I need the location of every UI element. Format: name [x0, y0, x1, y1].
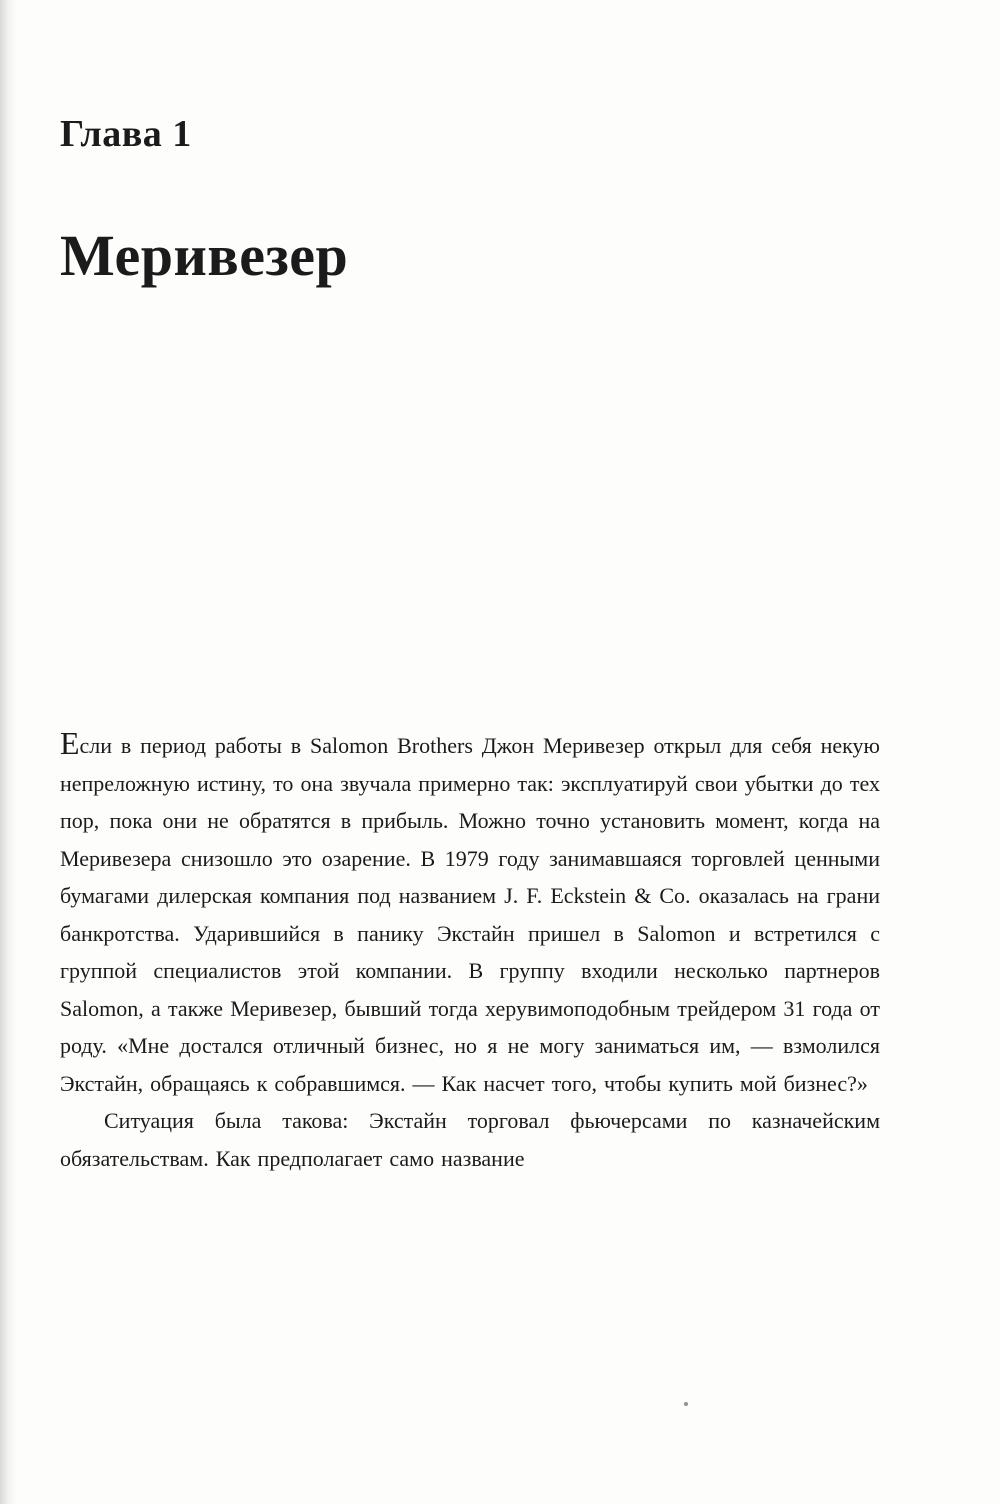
paragraph-text: Ситуация была такова: Экстайн торговал фьючерсами по казначейским обязательствам. Как предполагает само название: [60, 1108, 880, 1171]
initial-letter: Е: [60, 725, 80, 761]
body-text: [60, 727, 880, 1177]
chapter-label: Глава 1: [60, 113, 192, 155]
paragraph: [60, 1102, 880, 1177]
paragraph-text: сли в период работы в Salomon Brothers Джон Меривезер открыл для себя некую непреложную истину, то она звучала примерно так: эксплуатируй свои убытки до тех пор, пока они не обратятся в прибыль. Можно точно установить момент, когда на Меривезера снизошло это озарение. В 1979 году занимавшаяся торговлей ценными бумагами дилерская компания под названием J. F. Eckstein & Co. оказалась на грани банкротства. Ударившийся в панику Экстайн пришел в Salomon и встретился с группой специалистов этой компании. В группу входили несколько партнеров Salomon, а также Меривезер, бывший тогда херувимоподобным трейдером 31 года от роду. «Мне достался отличный бизнес, но я не могу заниматься им, — взмолился Экстайн, обращаясь к собравшимся. — Как насчет того, чтобы купить мой бизнес?»: [60, 733, 880, 1096]
paragraph: [60, 727, 880, 1102]
chapter-header: [60, 112, 880, 289]
chapter-title: Меривезер: [60, 223, 349, 288]
scan-artifact-dot: [684, 1402, 688, 1406]
scan-edge-shadow: [0, 0, 16, 1504]
